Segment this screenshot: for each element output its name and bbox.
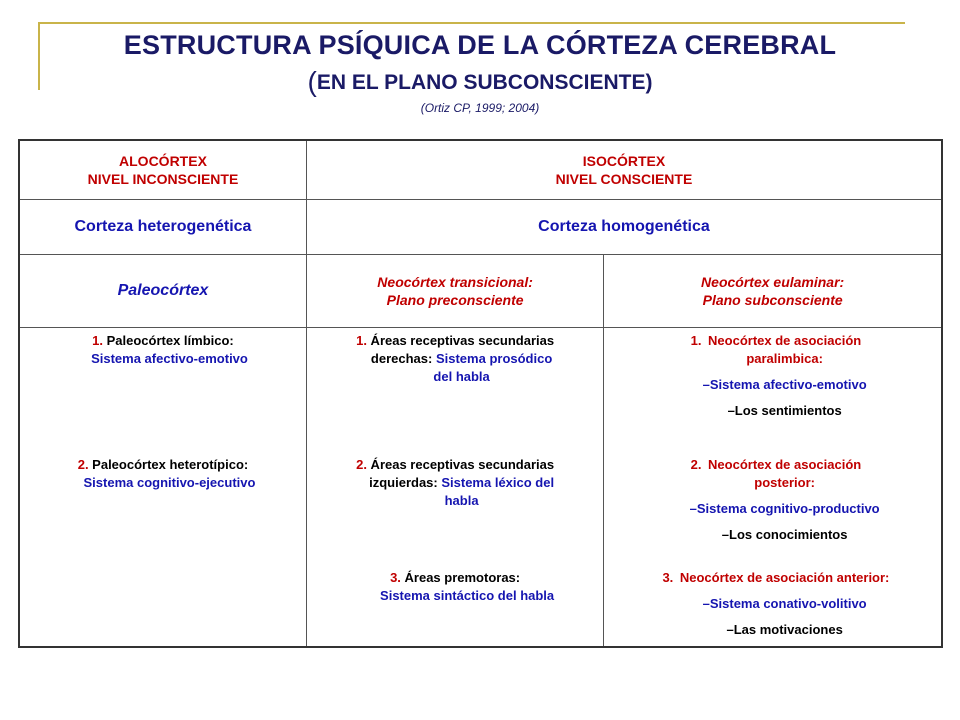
subtitle-text: EN EL PLANO SUBCONSCIENTE <box>316 71 646 94</box>
item-line2-label: izquierdas: <box>369 475 442 490</box>
item-number: 1. <box>92 333 103 348</box>
list-item <box>30 456 296 492</box>
item-sub-aspect: –Los conocimientos <box>721 527 848 542</box>
item-line2-system: Sistema léxico del <box>441 475 555 490</box>
item-number: 2. <box>690 457 702 472</box>
list-item <box>317 332 593 386</box>
item-line2-label: derechas: <box>370 351 436 366</box>
cortex-structure-table <box>18 139 943 648</box>
header-isocortex <box>306 140 942 200</box>
list-item <box>614 332 931 420</box>
list-item <box>614 456 931 544</box>
item-number: 1. <box>356 333 367 348</box>
cortex-heterogenetic: Corteza heterogenética <box>19 200 306 255</box>
subheader-paleocortex: Paleocórtex <box>19 255 306 328</box>
item-title: Áreas receptivas secundarias <box>366 333 555 348</box>
item-title: Áreas receptivas secundarias <box>366 457 555 472</box>
list-item <box>317 569 593 605</box>
item-sub-aspect: –Los sentimientos <box>727 403 842 418</box>
cortex-homogenetic: Corteza homogenética <box>306 200 942 255</box>
item-line2 <box>317 350 593 368</box>
header-alocortex-line2: NIVEL INCONSCIENTE <box>87 171 239 187</box>
subheader-transitional <box>306 255 603 328</box>
list-item <box>30 332 296 368</box>
decorative-top-line <box>40 22 905 24</box>
header-isocortex-line2: NIVEL CONSCIENTE <box>555 171 693 187</box>
eulaminar-line1: Neocórtex eulaminar: <box>701 274 845 290</box>
subtitle-close-paren: ) <box>645 71 653 94</box>
item-line2-system: Sistema prosódico <box>435 351 553 366</box>
item-heading-cont: posterior: <box>754 475 815 490</box>
subheader-eulaminar <box>604 255 942 328</box>
list-item <box>614 569 931 639</box>
item-heading <box>614 332 931 350</box>
paleocortex-content <box>19 328 306 648</box>
subtitle-open-paren: ( <box>307 66 317 97</box>
eulaminar-content <box>604 328 942 648</box>
header-alocortex <box>19 140 306 200</box>
item-number: 1. <box>690 333 702 348</box>
item-number: 2. <box>356 457 367 472</box>
item-line3: del habla <box>433 369 490 384</box>
item-heading <box>614 569 931 587</box>
item-heading-text: Neocórtex de asociación <box>708 333 862 348</box>
transitional-line1: Neocórtex transicional: <box>377 274 533 290</box>
item-sub-system: –Sistema conativo-volitivo <box>702 596 867 611</box>
item-heading-text: Neocórtex de asociación <box>708 457 862 472</box>
page-title: ESTRUCTURA PSÍQUICA DE LA CÓRTEZA CEREBRAL <box>123 30 837 60</box>
item-heading-cont: paralimbica: <box>746 351 823 366</box>
item-sub-system: –Sistema cognitivo-productivo <box>689 501 880 516</box>
item-number: 3. <box>662 570 674 585</box>
item-description: Sistema afectivo-emotivo <box>91 351 248 366</box>
page-subtitle <box>0 66 960 98</box>
item-number: 2. <box>77 457 89 472</box>
header-isocortex-line1: ISOCÓRTEX <box>582 153 666 169</box>
item-title: Paleocórtex heterotípico: <box>88 457 249 472</box>
transitional-content <box>306 328 603 648</box>
list-item <box>317 456 593 510</box>
item-title: Áreas premotoras: <box>400 570 521 585</box>
item-sub-system: –Sistema afectivo-emotivo <box>702 377 867 392</box>
item-heading-text: Neocórtex de asociación anterior: <box>679 570 890 585</box>
item-heading <box>614 456 931 474</box>
header-alocortex-line1: ALOCÓRTEX <box>119 153 207 169</box>
item-description: Sistema sintáctico del habla <box>380 588 555 603</box>
item-description: Sistema cognitivo-ejecutivo <box>83 475 256 490</box>
item-title: Paleocórtex límbico: <box>103 333 234 348</box>
eulaminar-line2: Plano subconsciente <box>702 292 843 308</box>
item-line2 <box>317 474 593 492</box>
item-number: 3. <box>390 570 401 585</box>
item-line3: habla <box>444 493 479 508</box>
item-sub-aspect: –Las motivaciones <box>726 622 843 637</box>
citation: (Ortiz CP, 1999; 2004) <box>420 101 540 115</box>
transitional-line2: Plano preconsciente <box>386 292 524 308</box>
